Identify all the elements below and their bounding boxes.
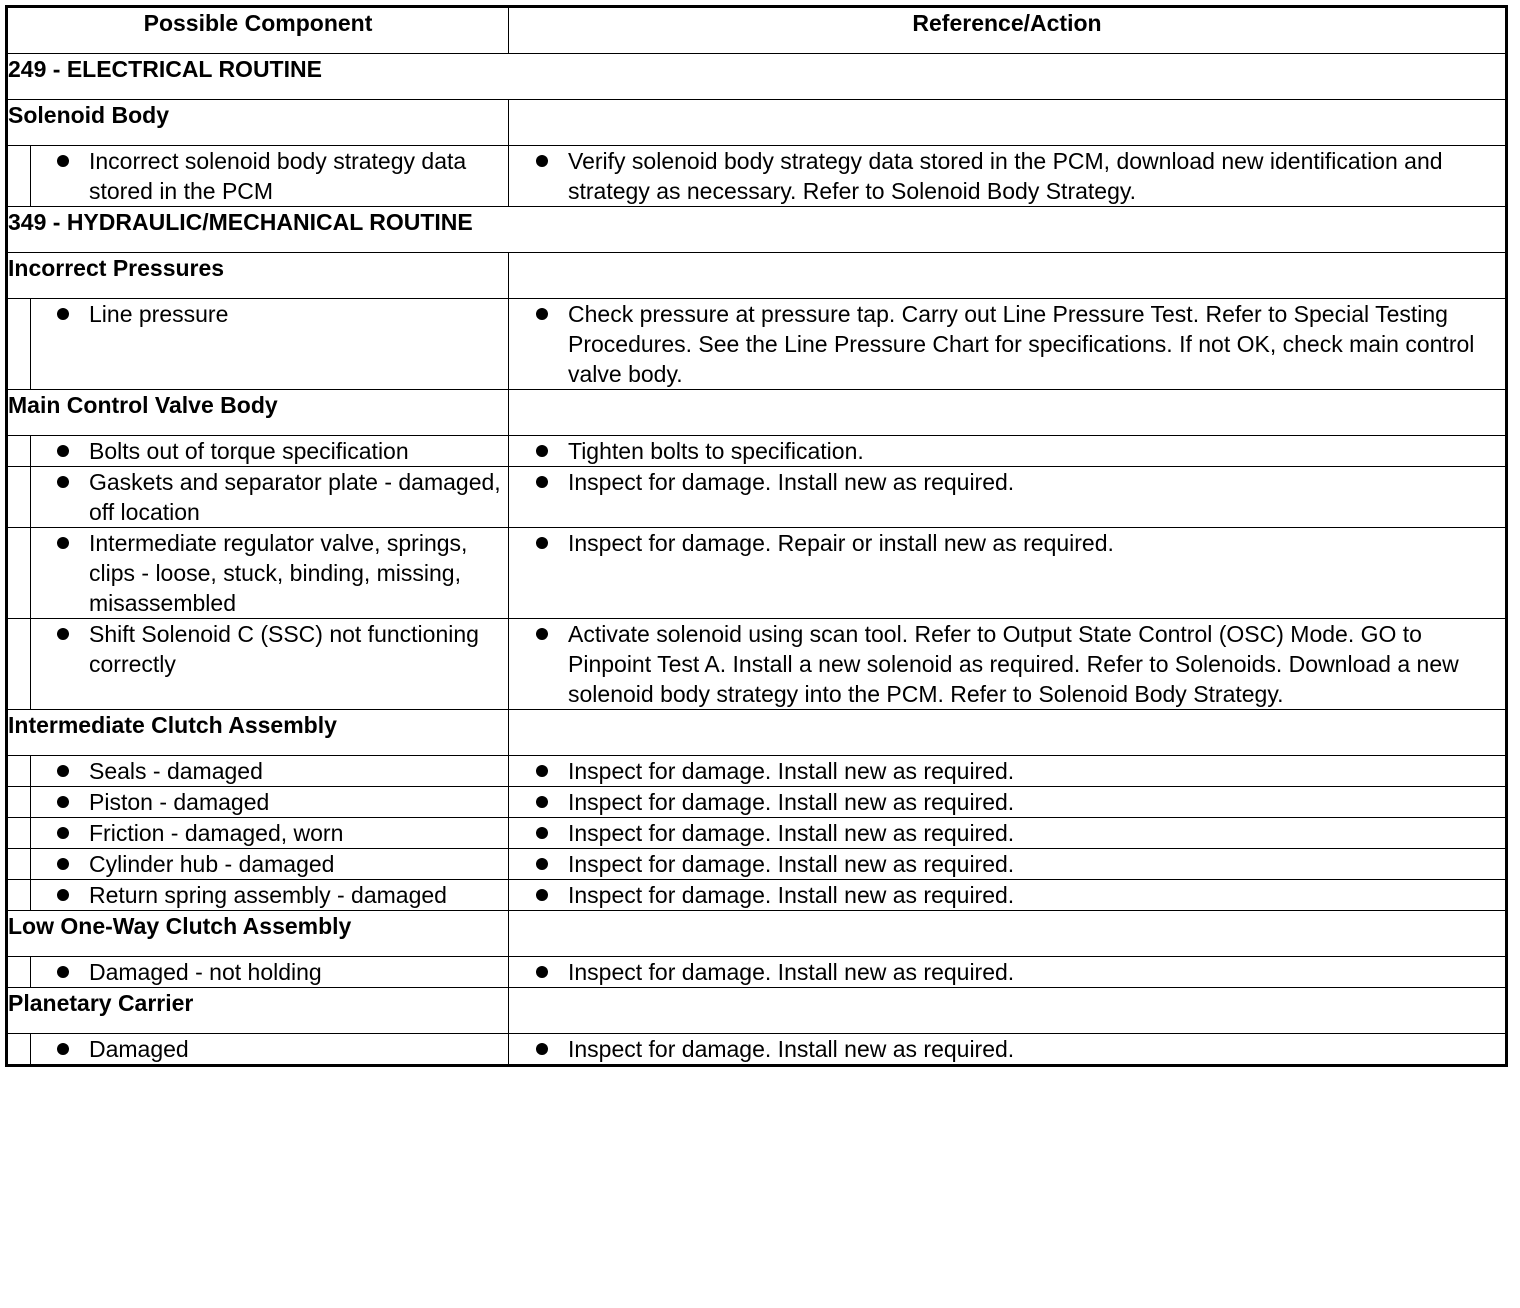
bullet-icon <box>57 796 69 808</box>
table-header-row <box>7 7 1507 54</box>
action-text: Inspect for damage. Install new as required. <box>568 882 1015 908</box>
action-text: Inspect for damage. Install new as required. <box>568 820 1015 846</box>
component-text: Piston - damaged <box>89 789 270 815</box>
table-row <box>7 619 1507 710</box>
group-action-empty <box>509 988 1507 1034</box>
action-cell <box>509 436 1507 467</box>
component-text: Damaged <box>89 1036 189 1062</box>
bullet-icon <box>536 445 548 457</box>
component-cell <box>31 849 509 880</box>
group-row <box>7 100 1507 146</box>
indent-cell <box>7 146 31 207</box>
action-text: Check pressure at pressure tap. Carry out Line Pressure Test. Refer to Special Testing Procedures. See the Line Pressure Chart for specifications. If not OK, check main control valve body. <box>568 301 1475 387</box>
group-name: Incorrect Pressures <box>7 253 509 299</box>
action-cell <box>509 1034 1507 1066</box>
component-cell <box>31 880 509 911</box>
component-text: Intermediate regulator valve, springs, clips - loose, stuck, binding, missing, misassembled <box>89 530 468 616</box>
table-row <box>7 957 1507 988</box>
bullet-icon <box>536 155 548 167</box>
indent-cell <box>7 849 31 880</box>
table-row <box>7 787 1507 818</box>
table-body <box>7 54 1507 1066</box>
action-text: Tighten bolts to specification. <box>568 438 864 464</box>
bullet-icon <box>57 966 69 978</box>
routine-title: 349 - HYDRAULIC/MECHANICAL ROUTINE <box>7 207 1507 253</box>
routine-title: 249 - ELECTRICAL ROUTINE <box>7 54 1507 100</box>
action-cell <box>509 467 1507 528</box>
indent-cell <box>7 436 31 467</box>
table-row <box>7 880 1507 911</box>
group-name: Main Control Valve Body <box>7 390 509 436</box>
component-text: Bolts out of torque specification <box>89 438 409 464</box>
action-text: Verify solenoid body strategy data stored in the PCM, download new identification and strategy as necessary. Refer to Solenoid Body Strategy. <box>568 148 1443 204</box>
group-row <box>7 253 1507 299</box>
group-row <box>7 710 1507 756</box>
action-cell <box>509 299 1507 390</box>
action-cell <box>509 849 1507 880</box>
group-name: Planetary Carrier <box>7 988 509 1034</box>
table-row <box>7 528 1507 619</box>
action-cell <box>509 787 1507 818</box>
bullet-icon <box>536 476 548 488</box>
action-cell <box>509 756 1507 787</box>
indent-cell <box>7 528 31 619</box>
bullet-icon <box>57 476 69 488</box>
indent-cell <box>7 756 31 787</box>
bullet-icon <box>57 858 69 870</box>
table-row <box>7 146 1507 207</box>
bullet-icon <box>57 827 69 839</box>
group-action-empty <box>509 253 1507 299</box>
action-cell <box>509 619 1507 710</box>
group-row <box>7 390 1507 436</box>
bullet-icon <box>536 966 548 978</box>
action-text: Inspect for damage. Install new as required. <box>568 758 1015 784</box>
component-text: Gaskets and separator plate - damaged, off location <box>89 469 501 525</box>
header-possible-component: Possible Component <box>7 7 509 54</box>
action-text: Activate solenoid using scan tool. Refer to Output State Control (OSC) Mode. GO to Pinpoint Test A. Install a new solenoid as required. Refer to Solenoids. Download a new solenoid body strategy into the PCM. Refer to Solenoid Body Strategy. <box>568 621 1459 707</box>
bullet-icon <box>57 445 69 457</box>
indent-cell <box>7 619 31 710</box>
indent-cell <box>7 880 31 911</box>
group-row <box>7 911 1507 957</box>
component-cell <box>31 146 509 207</box>
component-text: Return spring assembly - damaged <box>89 882 447 908</box>
component-text: Seals - damaged <box>89 758 263 784</box>
action-cell <box>509 528 1507 619</box>
component-text: Damaged - not holding <box>89 959 322 985</box>
header-reference-action: Reference/Action <box>509 7 1507 54</box>
bullet-icon <box>536 628 548 640</box>
action-text: Inspect for damage. Install new as required. <box>568 469 1015 495</box>
bullet-icon <box>57 308 69 320</box>
bullet-icon <box>57 1043 69 1055</box>
bullet-icon <box>536 1043 548 1055</box>
bullet-icon <box>536 765 548 777</box>
component-text: Line pressure <box>89 301 229 327</box>
bullet-icon <box>57 765 69 777</box>
action-cell <box>509 818 1507 849</box>
component-cell <box>31 818 509 849</box>
group-name: Intermediate Clutch Assembly <box>7 710 509 756</box>
action-cell <box>509 880 1507 911</box>
indent-cell <box>7 818 31 849</box>
bullet-icon <box>57 628 69 640</box>
bullet-icon <box>536 827 548 839</box>
group-action-empty <box>509 710 1507 756</box>
action-cell <box>509 957 1507 988</box>
component-cell <box>31 528 509 619</box>
table-row <box>7 299 1507 390</box>
component-cell <box>31 957 509 988</box>
group-name: Low One-Way Clutch Assembly <box>7 911 509 957</box>
component-text: Shift Solenoid C (SSC) not functioning correctly <box>89 621 479 677</box>
group-action-empty <box>509 100 1507 146</box>
action-text: Inspect for damage. Install new as required. <box>568 789 1015 815</box>
action-cell <box>509 146 1507 207</box>
group-name: Solenoid Body <box>7 100 509 146</box>
action-text: Inspect for damage. Repair or install new as required. <box>568 530 1114 556</box>
group-row <box>7 988 1507 1034</box>
bullet-icon <box>57 537 69 549</box>
bullet-icon <box>536 796 548 808</box>
table-row <box>7 818 1507 849</box>
group-action-empty <box>509 390 1507 436</box>
action-text: Inspect for damage. Install new as required. <box>568 959 1015 985</box>
routine-row <box>7 207 1507 253</box>
table-row <box>7 1034 1507 1066</box>
action-text: Inspect for damage. Install new as required. <box>568 1036 1015 1062</box>
indent-cell <box>7 787 31 818</box>
diagnostic-table <box>5 5 1508 1067</box>
indent-cell <box>7 1034 31 1066</box>
component-text: Incorrect solenoid body strategy data stored in the PCM <box>89 148 467 204</box>
component-cell <box>31 619 509 710</box>
component-cell <box>31 436 509 467</box>
bullet-icon <box>57 889 69 901</box>
component-cell <box>31 1034 509 1066</box>
table-row <box>7 436 1507 467</box>
table-row <box>7 756 1507 787</box>
component-cell <box>31 299 509 390</box>
bullet-icon <box>536 308 548 320</box>
component-text: Friction - damaged, worn <box>89 820 344 846</box>
action-text: Inspect for damage. Install new as required. <box>568 851 1015 877</box>
bullet-icon <box>536 858 548 870</box>
indent-cell <box>7 299 31 390</box>
bullet-icon <box>536 537 548 549</box>
table-row <box>7 849 1507 880</box>
component-text: Cylinder hub - damaged <box>89 851 335 877</box>
component-cell <box>31 756 509 787</box>
table-row <box>7 467 1507 528</box>
component-cell <box>31 787 509 818</box>
indent-cell <box>7 467 31 528</box>
indent-cell <box>7 957 31 988</box>
bullet-icon <box>536 889 548 901</box>
bullet-icon <box>57 155 69 167</box>
routine-row <box>7 54 1507 100</box>
group-action-empty <box>509 911 1507 957</box>
component-cell <box>31 467 509 528</box>
